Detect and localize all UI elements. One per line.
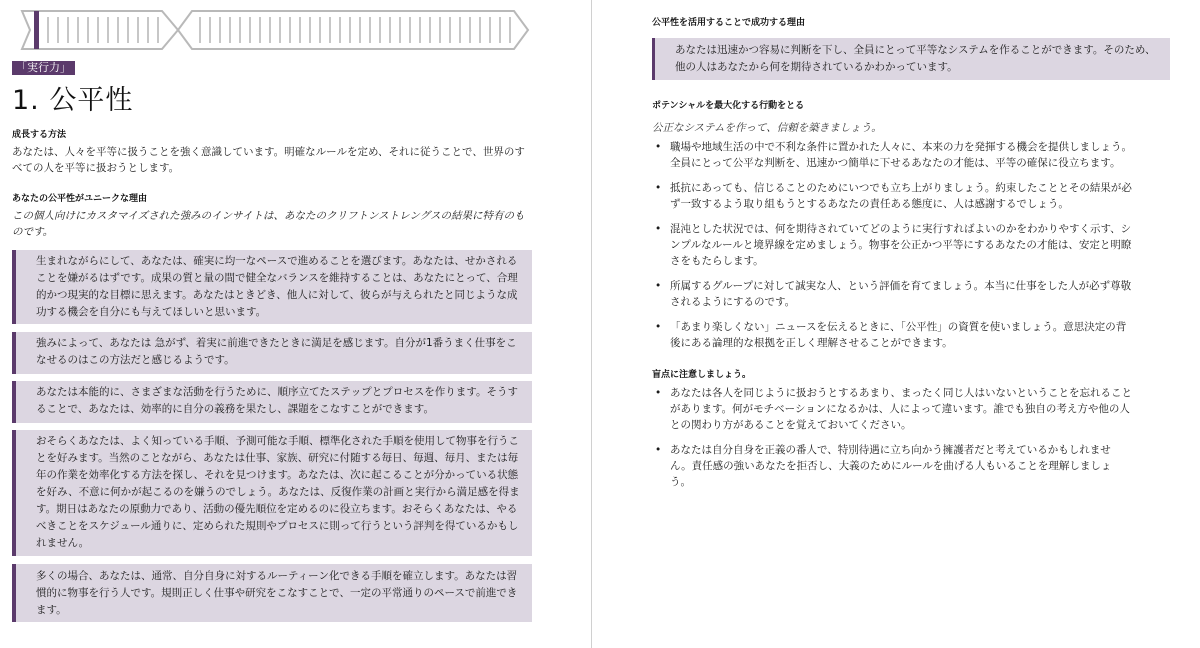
potential-intro: 公正なシステムを作って、信頼を築きましょう。 xyxy=(652,122,882,134)
page-title: 1. 公平性 xyxy=(12,85,134,116)
insight-quote-5: 多くの場合、あなたは、通常、自分自身に対するルーティーン化できる手順を確立します。あなたは習慣的に物事を行う人です。規則正しく仕事や研究をこなすことで、一定の平常通りのペースで前進できます。 xyxy=(12,564,532,622)
list-item: • 「あまり楽しくない」ニュースを伝えるときに、「公平性」の資質を使いましょう。意思決定の背後にある論理的な根拠を正しく理解させることができます。 xyxy=(652,319,1132,351)
potential-heading: ポテンシャルを最大化する行動をとる xyxy=(652,101,805,111)
apply-quote: あなたは迅速かつ容易に判断を下し、全員にとって平等なシステムを作ることができます。そのため、他の人はあなたから何を期待されているかわかっています。 xyxy=(652,38,1170,80)
unique-heading: あなたの公平性がユニークな理由 xyxy=(12,194,148,204)
growth-text: あなたは、人々を平等に扱うことを強く意識しています。明確なルールを定め、それに従うことで、世界のすべての人を平等に扱おうとします。 xyxy=(12,146,525,174)
list-item: • あなたは自分自身を正義の番人で、特別待遇に立ち向かう擁護者だと考えているかもしれません。責任感の強いあなたを拒否し、大義のためにルールを曲げる人もいることを理解しましょう。 xyxy=(652,442,1132,490)
category-tag: 「実行力」 xyxy=(12,61,75,75)
insight-quote-4: おそらくあなたは、よく知っている手順、予測可能な手順、標準化された手順を使用して物事を行うことを好みます。当然のことながら、あなたは仕事、家族、研究に付随する毎日、毎週、毎月、または毎年の作業を効率化する方法を探し、それを見つけます。あなたは、次に起こることが分かっている状態を好み、不意に何かが起こるのを嫌うのでしょう。あなたは、反復作業の計画と実行から満足感を得ます。期日はあなたの原動力であり、活動の優先順位を定めるのに役立ちます。おそらくあなたは、やるべきことをスケジュール通りに、定められた規則やプロセスに則って行うという評判を得ているかもしれません。 xyxy=(12,430,532,556)
insight-quote-2: 強みによって、あなたは 急がず、着実に前進できたときに満足を感じます。自分が1番うまく仕事をこなせるのはこの方法だと感じるようです。 xyxy=(12,332,532,374)
insight-quote-3: あなたは本能的に、さまざまな活動を行うために、順序立てたステップとプロセスを作ります。そうすることで、あなたは、効率的に自分の義務を果たし、課題をこなすことができます。 xyxy=(12,381,532,423)
list-item: • あなたは各人を同じように扱おうとするあまり、まったく同じ人はいないということを忘れることがあります。何がモチベーションになるかは、人によって違います。誰でも独自の考え方や他の人との関わり方があることを覚えておいてください。 xyxy=(652,385,1132,433)
list-item: • 抵抗にあっても、信じることのためにいつでも立ち上がりましょう。約束したこととその結果が必ず一致するよう取り組もうとするあなたの責任ある態度に、人は感謝するでしょう。 xyxy=(652,180,1132,212)
insight-quote-1: 生まれながらにして、あなたは、確実に均一なペースで進めることを選びます。あなたは、せかされることを嫌がるはずです。成果の質と量の間で健全なバランスを維持することは、あなたにとって、合理的かつ現実的な目標に思えます。あなたはときどき、他人に対して、彼らが与えられたと同じような成功する機会を自分にも与えてほしいと思います。 xyxy=(12,250,532,324)
potential-list xyxy=(652,139,1132,360)
theme-banner xyxy=(12,8,532,52)
banner-graphic xyxy=(12,8,532,52)
list-item: • 職場や地域生活の中で不利な条件に置かれた人々に、本来の力を発揮する機会を提供しましょう。全員にとって公平な判断を、迅速かつ簡単に下せるあなたの才能は、平等の確保に役立ちます。 xyxy=(652,139,1132,171)
unique-text: この個人向けにカスタマイズされた強みのインサイトは、あなたのクリフトンストレングスの結果に特有のものです。 xyxy=(12,210,525,238)
left-page xyxy=(0,0,592,648)
caution-list xyxy=(652,385,1132,499)
growth-heading: 成長する方法 xyxy=(12,130,67,140)
apply-heading: 公平性を活用することで成功する理由 xyxy=(652,18,806,28)
list-item: • 混沌とした状況では、何を期待されていてどのように実行すればよいのかをわかりやすく示す、シンプルなルールと境界線を定めましょう。物事を公正かつ平等にするあなたの才能は、安定と明瞭さをもたらします。 xyxy=(652,221,1132,269)
caution-heading: 盲点に注意しましょう。 xyxy=(652,370,752,380)
list-item: • 所属するグループに対して誠実な人、という評価を育てましょう。本当に仕事をした人が必ず尊敬されるようにするのです。 xyxy=(652,278,1132,310)
right-page xyxy=(592,0,1200,648)
